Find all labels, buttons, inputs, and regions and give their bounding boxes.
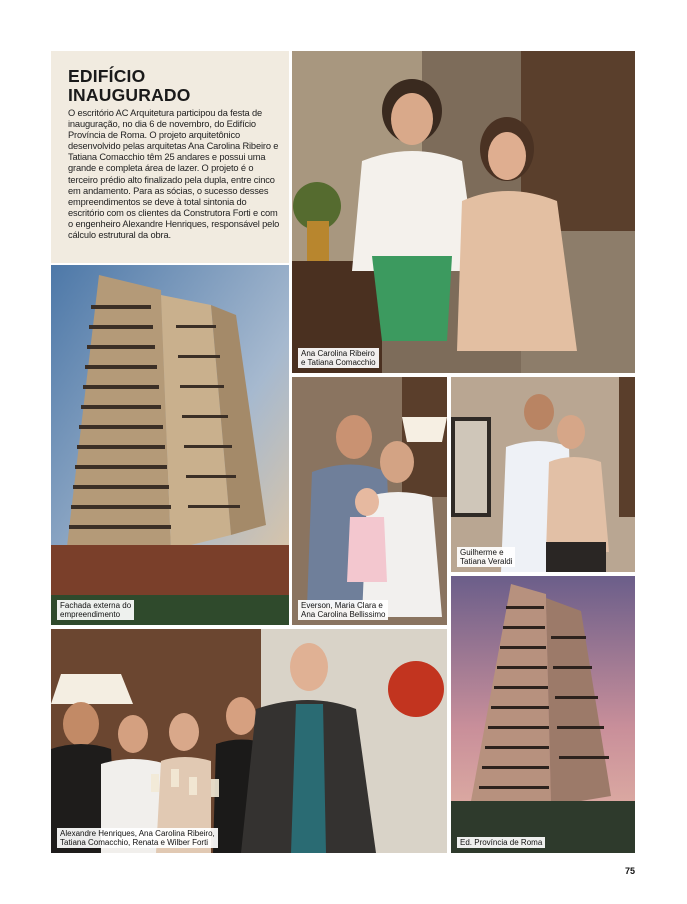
photo-building [451,576,635,853]
photo-caption-building: Ed. Província de Roma [457,837,545,848]
photo-family [292,377,447,625]
article-body: O escritório AC Arquitetura participou da festa de inauguração, no dia 6 de novembro, do Edifício Província de Roma. O projeto arquitetônico desenvolvido pelas arquitetas Ana Carolina Ribeiro e Tatiana Comacchio têm 25 andares e possui uma grande e completa área de lazer. O projeto é o terceiro prédio alto finalizado pela dupla, entre cinco em andamento. Para as sócias, o sucesso desses empreendimentos se deve à total sintonia do escritório com os clientes da Construtora Forti e com o engenheiro Alexandre Henriques, responsável pelo cálculo estrutural da obra. [68,108,280,241]
photo-caption-couple: Guilherme e Tatiana Veraldi [457,547,515,567]
photo-facade [51,265,289,625]
photo-toast [51,629,447,853]
page-number: 75 [624,866,635,876]
photo-caption-toast: Alexandre Henriques, Ana Carolina Ribeiro, Tatiana Comacchio, Renata e Wilber Forti [57,828,218,848]
article-title: EDIFÍCIO INAUGURADO [68,66,191,105]
photo-couple [451,377,635,572]
article-intro [51,51,289,263]
photo-caption-facade: Fachada externa do empreendimento [57,600,134,620]
photo-caption-architects: Ana Carolina Ribeiro e Tatiana Comacchio [298,348,379,368]
photo-architects [292,51,635,373]
photo-caption-family: Everson, Maria Clara e Ana Carolina Bellissimo [298,600,388,620]
